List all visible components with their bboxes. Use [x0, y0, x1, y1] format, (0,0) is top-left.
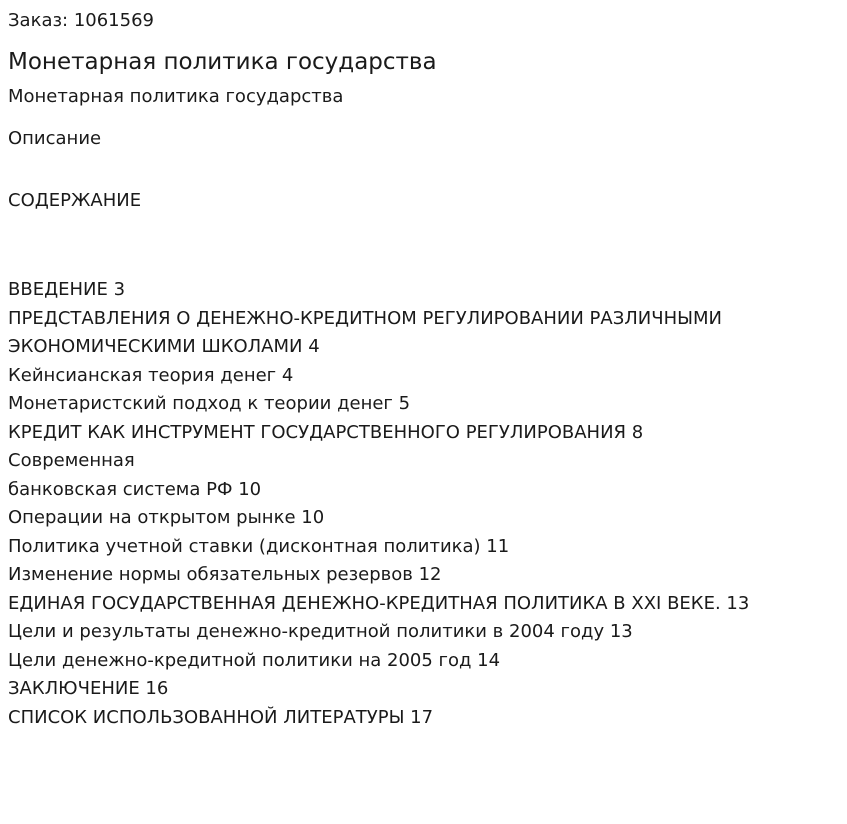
document-subtitle: Монетарная политика государства [8, 86, 344, 107]
toc-item: СПИСОК ИСПОЛЬЗОВАННОЙ ЛИТЕРАТУРЫ 17 [8, 706, 434, 728]
toc-item: ЭКОНОМИЧЕСКИМИ ШКОЛАМИ 4 [8, 336, 320, 357]
toc-item: Изменение нормы обязательных резервов 12 [8, 564, 442, 585]
toc-item: Кейнсианская теория денег 4 [8, 364, 294, 386]
description-heading: Описание [8, 128, 102, 149]
toc-item: ВВЕДЕНИЕ 3 [8, 279, 126, 300]
toc-item: Политика учетной ставки (дисконтная политика) 11 [8, 535, 510, 557]
toc-item: банковская система РФ 10 [8, 478, 262, 500]
toc-item: КРЕДИТ КАК ИНСТРУМЕНТ ГОСУДАРСТВЕННОГО РЕГУЛИРОВАНИЯ 8 [8, 421, 644, 443]
page-title: Монетарная политика государства [8, 49, 437, 75]
toc-item: Монетаристский подход к теории денег 5 [8, 393, 411, 414]
contents-heading: СОДЕРЖАНИЕ [8, 190, 142, 211]
toc-item: Современная [8, 450, 135, 471]
toc-item: Цели и результаты денежно-кредитной политики в 2004 году 13 [8, 621, 633, 642]
toc-item: ЕДИНАЯ ГОСУДАРСТВЕННАЯ ДЕНЕЖНО-КРЕДИТНАЯ ПОЛИТИКА В XXI ВЕКЕ. 13 [8, 592, 750, 614]
toc-item: ПРЕДСТАВЛЕНИЯ О ДЕНЕЖНО-КРЕДИТНОМ РЕГУЛИРОВАНИИ РАЗЛИЧНЫМИ [8, 307, 722, 329]
toc-item: ЗАКЛЮЧЕНИЕ 16 [8, 678, 169, 699]
order-number: Заказ: 1061569 [8, 10, 154, 31]
table-of-contents [8, 276, 839, 732]
toc-item: Цели денежно-кредитной политики на 2005 год 14 [8, 649, 501, 671]
toc-item: Операции на открытом рынке 10 [8, 507, 325, 528]
